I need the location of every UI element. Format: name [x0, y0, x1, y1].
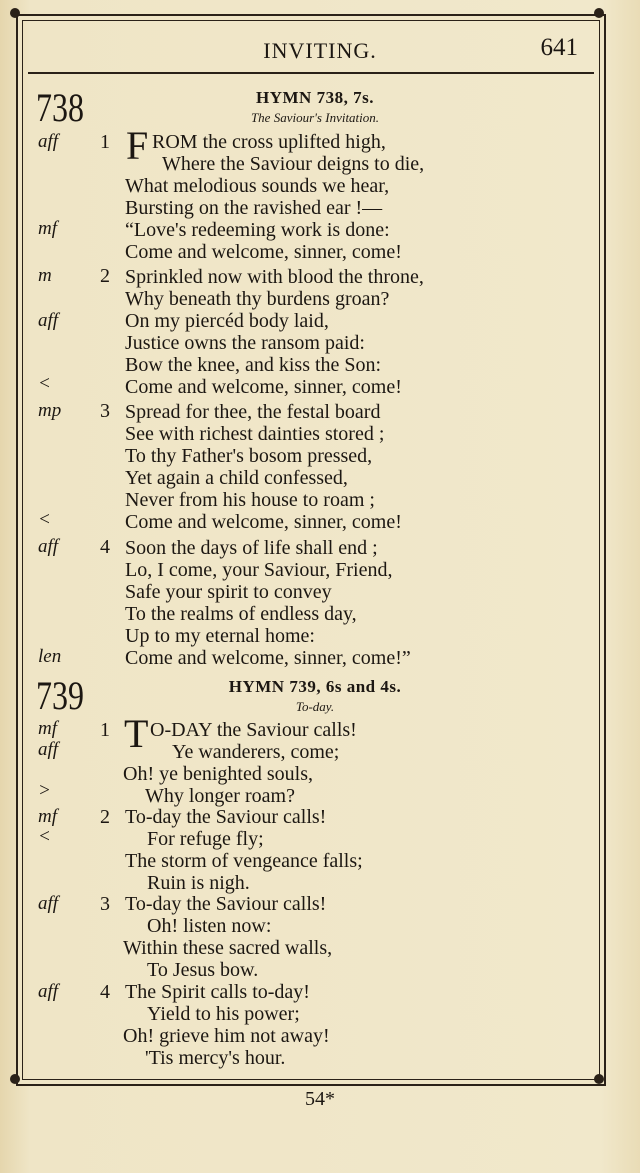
verse-line: Oh! listen now: — [147, 915, 272, 937]
verse-line: Where the Saviour deigns to die, — [162, 153, 425, 175]
drop-cap: F — [126, 123, 149, 168]
corner-ornament — [594, 8, 604, 18]
hymn-subtitle: The Saviour's Invitation. — [250, 110, 380, 125]
verse-line: “Love's redeeming work is done: — [125, 219, 390, 241]
hymn-heading: HYMN 739, 6s and 4s. — [228, 677, 402, 696]
verse-line: For refuge fly; — [147, 828, 264, 850]
verse-number: 1 — [100, 131, 110, 153]
verse-line: See with richest dainties stored ; — [125, 423, 385, 445]
verse-number: 1 — [100, 719, 110, 741]
dynamic-mark: aff — [38, 739, 59, 760]
verse-line: Within these sacred walls, — [123, 937, 333, 959]
verse-line: Justice owns the ransom paid: — [125, 332, 365, 354]
verse-line: Never from his house to roam ; — [125, 489, 375, 511]
verse-line: Come and welcome, sinner, come! — [125, 241, 402, 263]
dynamic-mark: aff — [38, 310, 59, 331]
verse-line: ROM the cross uplifted high, — [152, 131, 386, 153]
dynamic-mark: mf — [38, 718, 57, 739]
verse-line: 'Tis mercy's hour. — [145, 1047, 286, 1069]
verse-line: Sprinkled now with blood the throne, — [125, 266, 424, 288]
verse-line: O-DAY the Saviour calls! — [150, 719, 357, 741]
dynamic-mark: aff — [38, 893, 59, 914]
verse-line: On my piercéd body laid, — [125, 310, 329, 332]
corner-ornament — [10, 1074, 20, 1084]
dynamic-mark: mf — [38, 806, 57, 827]
corner-ornament — [10, 8, 20, 18]
hymn-heading: HYMN 738, 7s. — [256, 88, 374, 107]
verse-line: To-day the Saviour calls! — [125, 893, 327, 915]
verse-line: The storm of vengeance falls; — [125, 850, 363, 872]
running-head: INVITING. — [263, 38, 377, 63]
verse-line: Ruin is nigh. — [147, 872, 250, 894]
verse-line: Yield to his power; — [147, 1003, 300, 1025]
verse-line: The Spirit calls to-day! — [125, 981, 310, 1003]
dynamic-mark: < — [38, 826, 51, 847]
dynamic-mark: > — [38, 780, 51, 801]
verse-number: 2 — [100, 806, 110, 828]
drop-cap: T — [124, 711, 149, 756]
verse-line: To thy Father's bosom pressed, — [125, 445, 373, 467]
dynamic-mark: mf — [38, 218, 57, 239]
verse-line: Safe your spirit to convey — [125, 581, 332, 603]
verse-line: Ye wanderers, come; — [172, 741, 340, 763]
verse-line: Bursting on the ravished ear !— — [125, 197, 383, 219]
dynamic-mark: aff — [38, 536, 59, 557]
verse-line: Up to my eternal home: — [125, 625, 315, 647]
verse-line: Come and welcome, sinner, come!” — [125, 647, 411, 669]
verse-line: Lo, I come, your Saviour, Friend, — [125, 559, 393, 581]
verse-number: 2 — [100, 265, 110, 287]
verse-line: To Jesus bow. — [147, 959, 259, 981]
header-rule — [28, 72, 594, 74]
dynamic-mark: < — [38, 373, 51, 394]
dynamic-mark: aff — [38, 131, 59, 152]
dynamic-mark: mp — [38, 400, 62, 421]
hymn-number: 738 — [36, 85, 84, 130]
hymn-number: 739 — [36, 673, 84, 718]
verse-line: Bow the knee, and kiss the Son: — [125, 354, 382, 376]
verse-number: 4 — [100, 981, 110, 1003]
verse-line: Come and welcome, sinner, come! — [125, 511, 402, 533]
verse-number: 4 — [100, 536, 110, 558]
hymn-subtitle: To-day. — [295, 699, 335, 714]
page-number: 641 — [540, 34, 578, 61]
dynamic-mark: aff — [38, 981, 59, 1002]
verse-line: Soon the days of life shall end ; — [125, 537, 378, 559]
dynamic-mark: len — [38, 646, 62, 667]
corner-ornament — [594, 1074, 604, 1084]
verse-line: Why beneath thy burdens groan? — [125, 288, 390, 310]
verse-line: Oh! grieve him not away! — [123, 1025, 330, 1047]
verse-line: To-day the Saviour calls! — [125, 806, 327, 828]
verse-number: 3 — [100, 400, 110, 422]
verse-line: Why longer roam? — [145, 785, 295, 807]
verse-number: 3 — [100, 893, 110, 915]
verse-line: Come and welcome, sinner, come! — [125, 376, 402, 398]
verse-line: To the realms of endless day, — [125, 603, 357, 625]
verse-line: Spread for thee, the festal board — [125, 401, 381, 423]
verse-line: Oh! ye benighted souls, — [123, 763, 313, 785]
verse-line: What melodious sounds we hear, — [125, 175, 390, 197]
verse-line: Yet again a child confessed, — [125, 467, 348, 489]
signature-mark: 54* — [305, 1088, 335, 1110]
dynamic-mark: m — [38, 265, 52, 286]
dynamic-mark: < — [38, 509, 51, 530]
